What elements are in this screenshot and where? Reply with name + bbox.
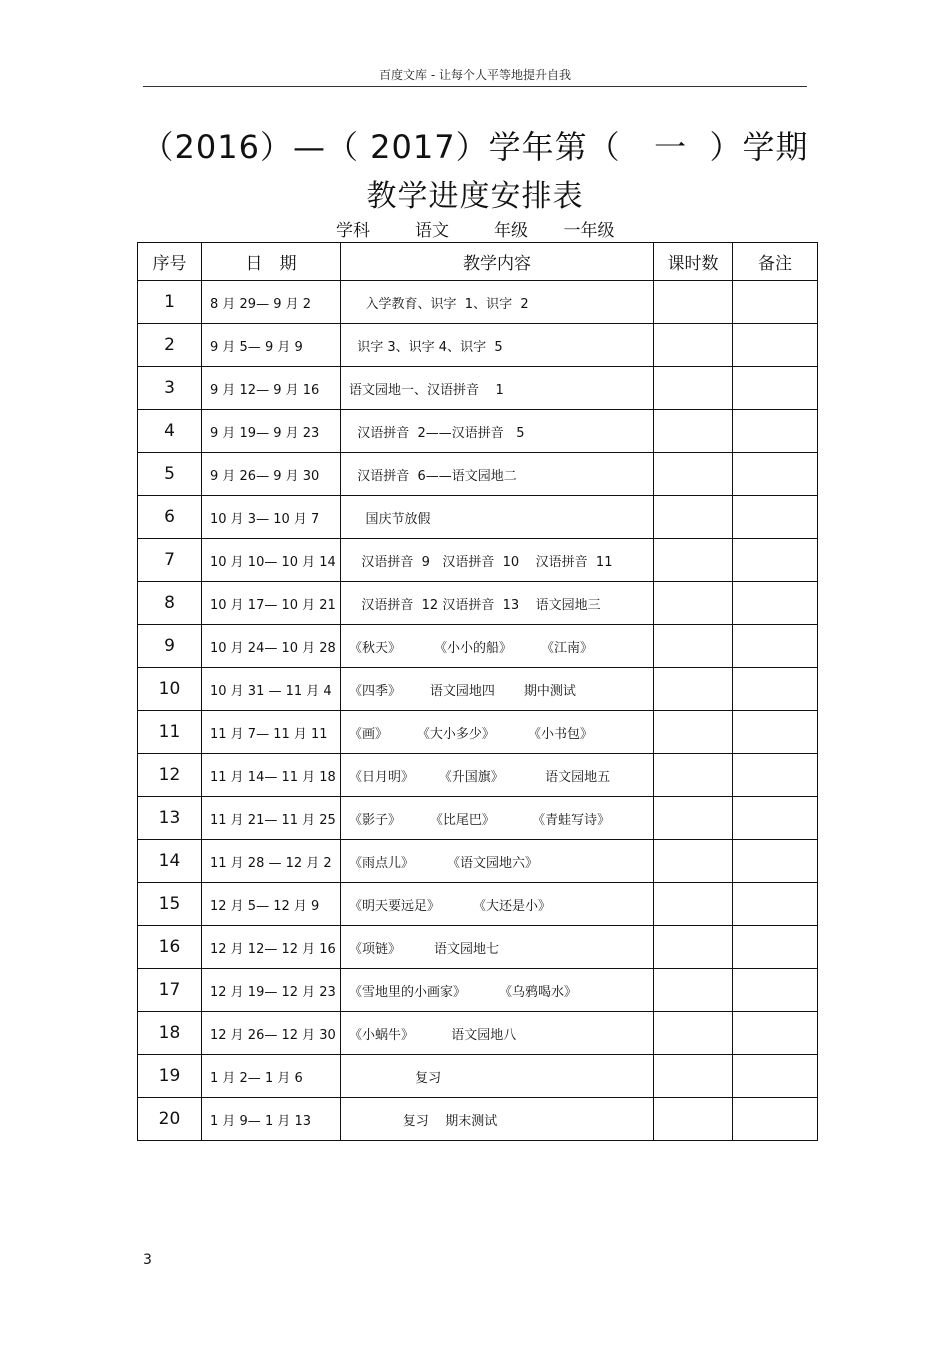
row-number-cell: 19 xyxy=(138,1055,202,1098)
row-content-cell: 复习 xyxy=(341,1055,654,1098)
row-number-cell: 17 xyxy=(138,969,202,1012)
column-header-notes: 备注 xyxy=(733,243,818,281)
row-number-cell: 11 xyxy=(138,711,202,754)
row-date-cell: 9 月 19— 9 月 23 xyxy=(202,410,341,453)
row-number-cell: 14 xyxy=(138,840,202,883)
table-row xyxy=(138,926,818,969)
row-notes-cell xyxy=(733,1098,818,1141)
row-content-cell: 《小蜗牛》 语文园地八 xyxy=(341,1012,654,1055)
row-date-cell: 9 月 26— 9 月 30 xyxy=(202,453,341,496)
row-date-cell: 11 月 21— 11 月 25 xyxy=(202,797,341,840)
row-number-cell: 20 xyxy=(138,1098,202,1141)
row-notes-cell xyxy=(733,969,818,1012)
table-row xyxy=(138,754,818,797)
row-content-cell: 汉语拼音 12 汉语拼音 13 语文园地三 xyxy=(341,582,654,625)
row-hours-cell xyxy=(654,840,733,883)
column-header-date: 日 期 xyxy=(202,243,341,281)
subject-label: 学科 xyxy=(336,221,370,241)
row-number-cell: 2 xyxy=(138,324,202,367)
row-number-cell: 10 xyxy=(138,668,202,711)
table-row xyxy=(138,711,818,754)
row-hours-cell xyxy=(654,324,733,367)
row-content-cell: 识字 3、识字 4、识字 5 xyxy=(341,324,654,367)
row-hours-cell xyxy=(654,711,733,754)
table-row xyxy=(138,324,818,367)
subject-value: 语文 xyxy=(370,220,494,243)
row-number-cell: 1 xyxy=(138,281,202,324)
row-content-cell: 《秋天》 《小小的船》 《江南》 xyxy=(341,625,654,668)
row-content-cell: 汉语拼音 2——汉语拼音 5 xyxy=(341,410,654,453)
row-notes-cell xyxy=(733,797,818,840)
row-number-cell: 5 xyxy=(138,453,202,496)
row-content-cell: 《影子》 《比尾巴》 《青蛙写诗》 xyxy=(341,797,654,840)
row-hours-cell xyxy=(654,883,733,926)
row-date-cell: 1 月 2— 1 月 6 xyxy=(202,1055,341,1098)
row-hours-cell xyxy=(654,539,733,582)
row-notes-cell xyxy=(733,582,818,625)
row-date-cell: 12 月 26— 12 月 30 xyxy=(202,1012,341,1055)
row-content-cell: 《雨点儿》 《语文园地六》 xyxy=(341,840,654,883)
row-date-cell: 10 月 10— 10 月 14 xyxy=(202,539,341,582)
row-date-cell: 11 月 7— 11 月 11 xyxy=(202,711,341,754)
row-number-cell: 16 xyxy=(138,926,202,969)
table-row xyxy=(138,840,818,883)
schedule-table xyxy=(137,242,818,1141)
row-date-cell: 12 月 12— 12 月 16 xyxy=(202,926,341,969)
row-date-cell: 11 月 28 — 12 月 2 xyxy=(202,840,341,883)
table-row xyxy=(138,883,818,926)
row-hours-cell xyxy=(654,1012,733,1055)
row-hours-cell xyxy=(654,281,733,324)
row-notes-cell xyxy=(733,410,818,453)
row-number-cell: 18 xyxy=(138,1012,202,1055)
row-notes-cell xyxy=(733,754,818,797)
row-notes-cell xyxy=(733,711,818,754)
row-notes-cell xyxy=(733,281,818,324)
schedule-table-body xyxy=(138,281,818,1141)
row-hours-cell xyxy=(654,754,733,797)
row-content-cell: 入学教育、识字 1、识字 2 xyxy=(341,281,654,324)
table-row xyxy=(138,1098,818,1141)
row-notes-cell xyxy=(733,840,818,883)
row-notes-cell xyxy=(733,539,818,582)
row-number-cell: 3 xyxy=(138,367,202,410)
row-content-cell: 《四季》 语文园地四 期中测试 xyxy=(341,668,654,711)
table-header-row xyxy=(138,243,818,281)
column-header-hours: 课时数 xyxy=(654,243,733,281)
row-hours-cell xyxy=(654,969,733,1012)
table-row xyxy=(138,453,818,496)
row-content-cell: 《雪地里的小画家》 《乌鸦喝水》 xyxy=(341,969,654,1012)
row-hours-cell xyxy=(654,582,733,625)
row-content-cell: 《画》 《大小多少》 《小书包》 xyxy=(341,711,654,754)
row-content-cell: 汉语拼音 9 汉语拼音 10 汉语拼音 11 xyxy=(341,539,654,582)
row-number-cell: 6 xyxy=(138,496,202,539)
grade-value: 一年级 xyxy=(528,220,650,243)
table-row xyxy=(138,969,818,1012)
row-number-cell: 8 xyxy=(138,582,202,625)
row-hours-cell xyxy=(654,1098,733,1141)
page-title: （2016）—（ 2017）学年第（ 一 ）学期 xyxy=(141,128,809,166)
row-date-cell: 10 月 31 — 11 月 4 xyxy=(202,668,341,711)
row-hours-cell xyxy=(654,410,733,453)
row-hours-cell xyxy=(654,668,733,711)
row-content-cell: 国庆节放假 xyxy=(341,496,654,539)
row-number-cell: 13 xyxy=(138,797,202,840)
row-date-cell: 10 月 24— 10 月 28 xyxy=(202,625,341,668)
row-notes-cell xyxy=(733,496,818,539)
row-date-cell: 9 月 12— 9 月 16 xyxy=(202,367,341,410)
row-date-cell: 12 月 5— 12 月 9 xyxy=(202,883,341,926)
row-number-cell: 4 xyxy=(138,410,202,453)
table-row xyxy=(138,410,818,453)
table-row xyxy=(138,582,818,625)
table-row xyxy=(138,1055,818,1098)
row-hours-cell xyxy=(654,367,733,410)
table-row xyxy=(138,539,818,582)
row-notes-cell xyxy=(733,883,818,926)
table-row xyxy=(138,367,818,410)
row-hours-cell xyxy=(654,453,733,496)
row-notes-cell xyxy=(733,625,818,668)
row-date-cell: 1 月 9— 1 月 13 xyxy=(202,1098,341,1141)
row-number-cell: 9 xyxy=(138,625,202,668)
row-notes-cell xyxy=(733,1055,818,1098)
row-content-cell: 语文园地一、汉语拼音 1 xyxy=(341,367,654,410)
column-header-content: 教学内容 xyxy=(341,243,654,281)
header-divider xyxy=(143,86,807,87)
subject-grade-line xyxy=(336,216,650,243)
document-header: 百度文库 - 让每个人平等地提升自我 xyxy=(379,68,571,82)
column-header-number: 序号 xyxy=(138,243,202,281)
table-row xyxy=(138,281,818,324)
grade-label: 年级 xyxy=(494,221,528,241)
row-hours-cell xyxy=(654,1055,733,1098)
row-notes-cell xyxy=(733,453,818,496)
table-row xyxy=(138,668,818,711)
row-hours-cell xyxy=(654,625,733,668)
page-number: 3 xyxy=(143,1252,152,1268)
row-number-cell: 7 xyxy=(138,539,202,582)
row-notes-cell xyxy=(733,324,818,367)
row-date-cell: 8 月 29— 9 月 2 xyxy=(202,281,341,324)
row-date-cell: 12 月 19— 12 月 23 xyxy=(202,969,341,1012)
row-notes-cell xyxy=(733,668,818,711)
table-row xyxy=(138,1012,818,1055)
row-content-cell: 《明天要远足》 《大还是小》 xyxy=(341,883,654,926)
row-notes-cell xyxy=(733,926,818,969)
row-content-cell: 汉语拼音 6——语文园地二 xyxy=(341,453,654,496)
row-date-cell: 9 月 5— 9 月 9 xyxy=(202,324,341,367)
row-number-cell: 15 xyxy=(138,883,202,926)
row-notes-cell xyxy=(733,1012,818,1055)
row-content-cell: 复习 期末测试 xyxy=(341,1098,654,1141)
table-row xyxy=(138,625,818,668)
table-row xyxy=(138,496,818,539)
row-date-cell: 11 月 14— 11 月 18 xyxy=(202,754,341,797)
page-subtitle: 教学进度安排表 xyxy=(366,179,584,214)
row-content-cell: 《项链》 语文园地七 xyxy=(341,926,654,969)
row-date-cell: 10 月 3— 10 月 7 xyxy=(202,496,341,539)
row-hours-cell xyxy=(654,496,733,539)
row-number-cell: 12 xyxy=(138,754,202,797)
row-date-cell: 10 月 17— 10 月 21 xyxy=(202,582,341,625)
row-notes-cell xyxy=(733,367,818,410)
row-hours-cell xyxy=(654,797,733,840)
row-content-cell: 《日月明》 《升国旗》 语文园地五 xyxy=(341,754,654,797)
table-row xyxy=(138,797,818,840)
row-hours-cell xyxy=(654,926,733,969)
